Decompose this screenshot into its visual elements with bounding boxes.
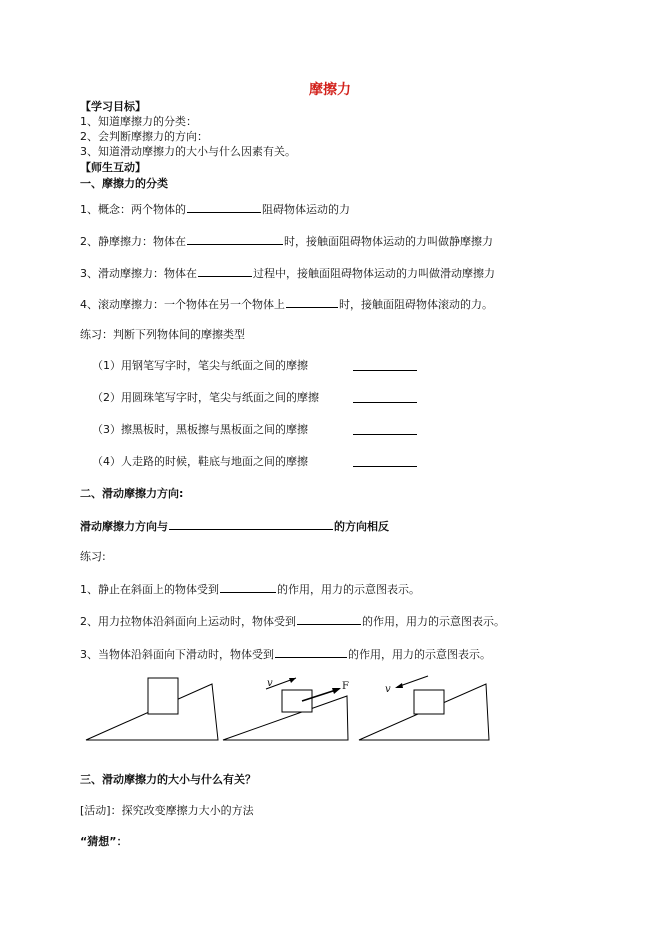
answer-blank[interactable] — [353, 370, 417, 371]
answer-blank[interactable] — [275, 646, 347, 658]
activity-text: [活动]：探究改变摩擦力大小的方法 — [80, 804, 254, 817]
block — [282, 690, 312, 712]
answer-blank[interactable] — [187, 233, 283, 245]
goal-item: 3、知道滑动摩擦力的大小与什么因素有关。 — [80, 145, 296, 158]
block — [148, 678, 178, 714]
static-text: 2、静摩擦力：物体在 — [80, 235, 186, 248]
concept-line — [80, 201, 350, 217]
section-heading: 二、滑动摩擦力方向: — [80, 487, 184, 500]
question-text: 的作用，用力的示意图表示。 — [362, 615, 505, 628]
arrow-head-icon — [395, 683, 403, 688]
answer-blank[interactable] — [353, 466, 417, 467]
question-2 — [80, 613, 505, 629]
guess-label: “猜想”： — [80, 835, 128, 848]
goal-item: 1、知道摩擦力的分类： — [80, 115, 197, 128]
answer-blank[interactable] — [353, 434, 417, 435]
goal-item: 2、会判断摩擦力的方向： — [80, 130, 208, 143]
incline-figure-pulled-up — [222, 676, 357, 744]
static-friction-line — [80, 233, 493, 249]
sliding-text: 过程中，接触面阻碍物体运动的力叫做滑动摩擦力 — [253, 267, 495, 280]
sliding-text: 3、滑动摩擦力：物体在 — [80, 267, 197, 280]
interaction-header: 【师生互动】 — [80, 161, 146, 174]
practice-item: （4）人走路的时候，鞋底与地面之间的摩擦 — [92, 455, 308, 468]
incline-figure-static — [85, 676, 220, 744]
practice-item: （1）用钢笔写字时，笔尖与纸面之间的摩擦 — [92, 359, 308, 372]
question-text: 3、当物体沿斜面向下滑动时，物体受到 — [80, 648, 274, 661]
concept-text: 1、概念：两个物体的 — [80, 203, 186, 216]
force-label: F — [342, 681, 349, 692]
answer-blank[interactable] — [198, 265, 252, 277]
concept-text: 阻碍物体运动的力 — [262, 203, 350, 216]
answer-blank[interactable] — [220, 581, 276, 593]
velocity-label: v — [267, 678, 273, 689]
question-text: 的作用，用力的示意图表示。 — [348, 648, 491, 661]
answer-blank[interactable] — [187, 201, 261, 213]
static-text: 时，接触面阻碍物体运动的力叫做静摩擦力 — [284, 235, 493, 248]
question-3 — [80, 646, 491, 662]
practice-item: （2）用圆珠笔写字时，笔尖与纸面之间的摩擦 — [92, 391, 319, 404]
section-heading: 三、滑动摩擦力的大小与什么有关？ — [80, 773, 256, 786]
rolling-text: 4、滚动摩擦力：一个物体在另一个物体上 — [80, 298, 285, 311]
practice-label: 练习: — [80, 550, 106, 563]
question-text: 1、静止在斜面上的物体受到 — [80, 583, 219, 596]
question-text: 2、用力拉物体沿斜面向上运动时，物体受到 — [80, 615, 296, 628]
direction-text: 的方向相反 — [334, 520, 389, 533]
rolling-text: 时，接触面阻碍物体滚动的力。 — [339, 298, 493, 311]
incline-figure-sliding-down — [358, 676, 493, 744]
sliding-friction-line — [80, 265, 495, 281]
question-1 — [80, 581, 420, 597]
rolling-friction-line — [80, 296, 493, 312]
direction-text: 滑动摩擦力方向与 — [80, 520, 168, 533]
question-text: 的作用，用力的示意图表示。 — [277, 583, 420, 596]
answer-blank[interactable] — [297, 613, 361, 625]
arrow-head-icon — [289, 678, 296, 683]
practice-label: 练习：判断下列物体间的摩擦类型 — [80, 328, 245, 341]
direction-statement — [80, 518, 389, 534]
answer-blank[interactable] — [169, 518, 333, 530]
arrow-head-icon — [332, 688, 341, 694]
goals-header: 【学习目标】 — [80, 100, 146, 113]
section-heading: 一、摩擦力的分类 — [80, 177, 168, 190]
block — [414, 690, 444, 714]
velocity-label: v — [385, 684, 391, 695]
answer-blank[interactable] — [353, 402, 417, 403]
page-title: 摩擦力 — [309, 82, 351, 98]
answer-blank[interactable] — [286, 296, 338, 308]
practice-item: （3）擦黑板时，黑板擦与黑板面之间的摩擦 — [92, 423, 308, 436]
